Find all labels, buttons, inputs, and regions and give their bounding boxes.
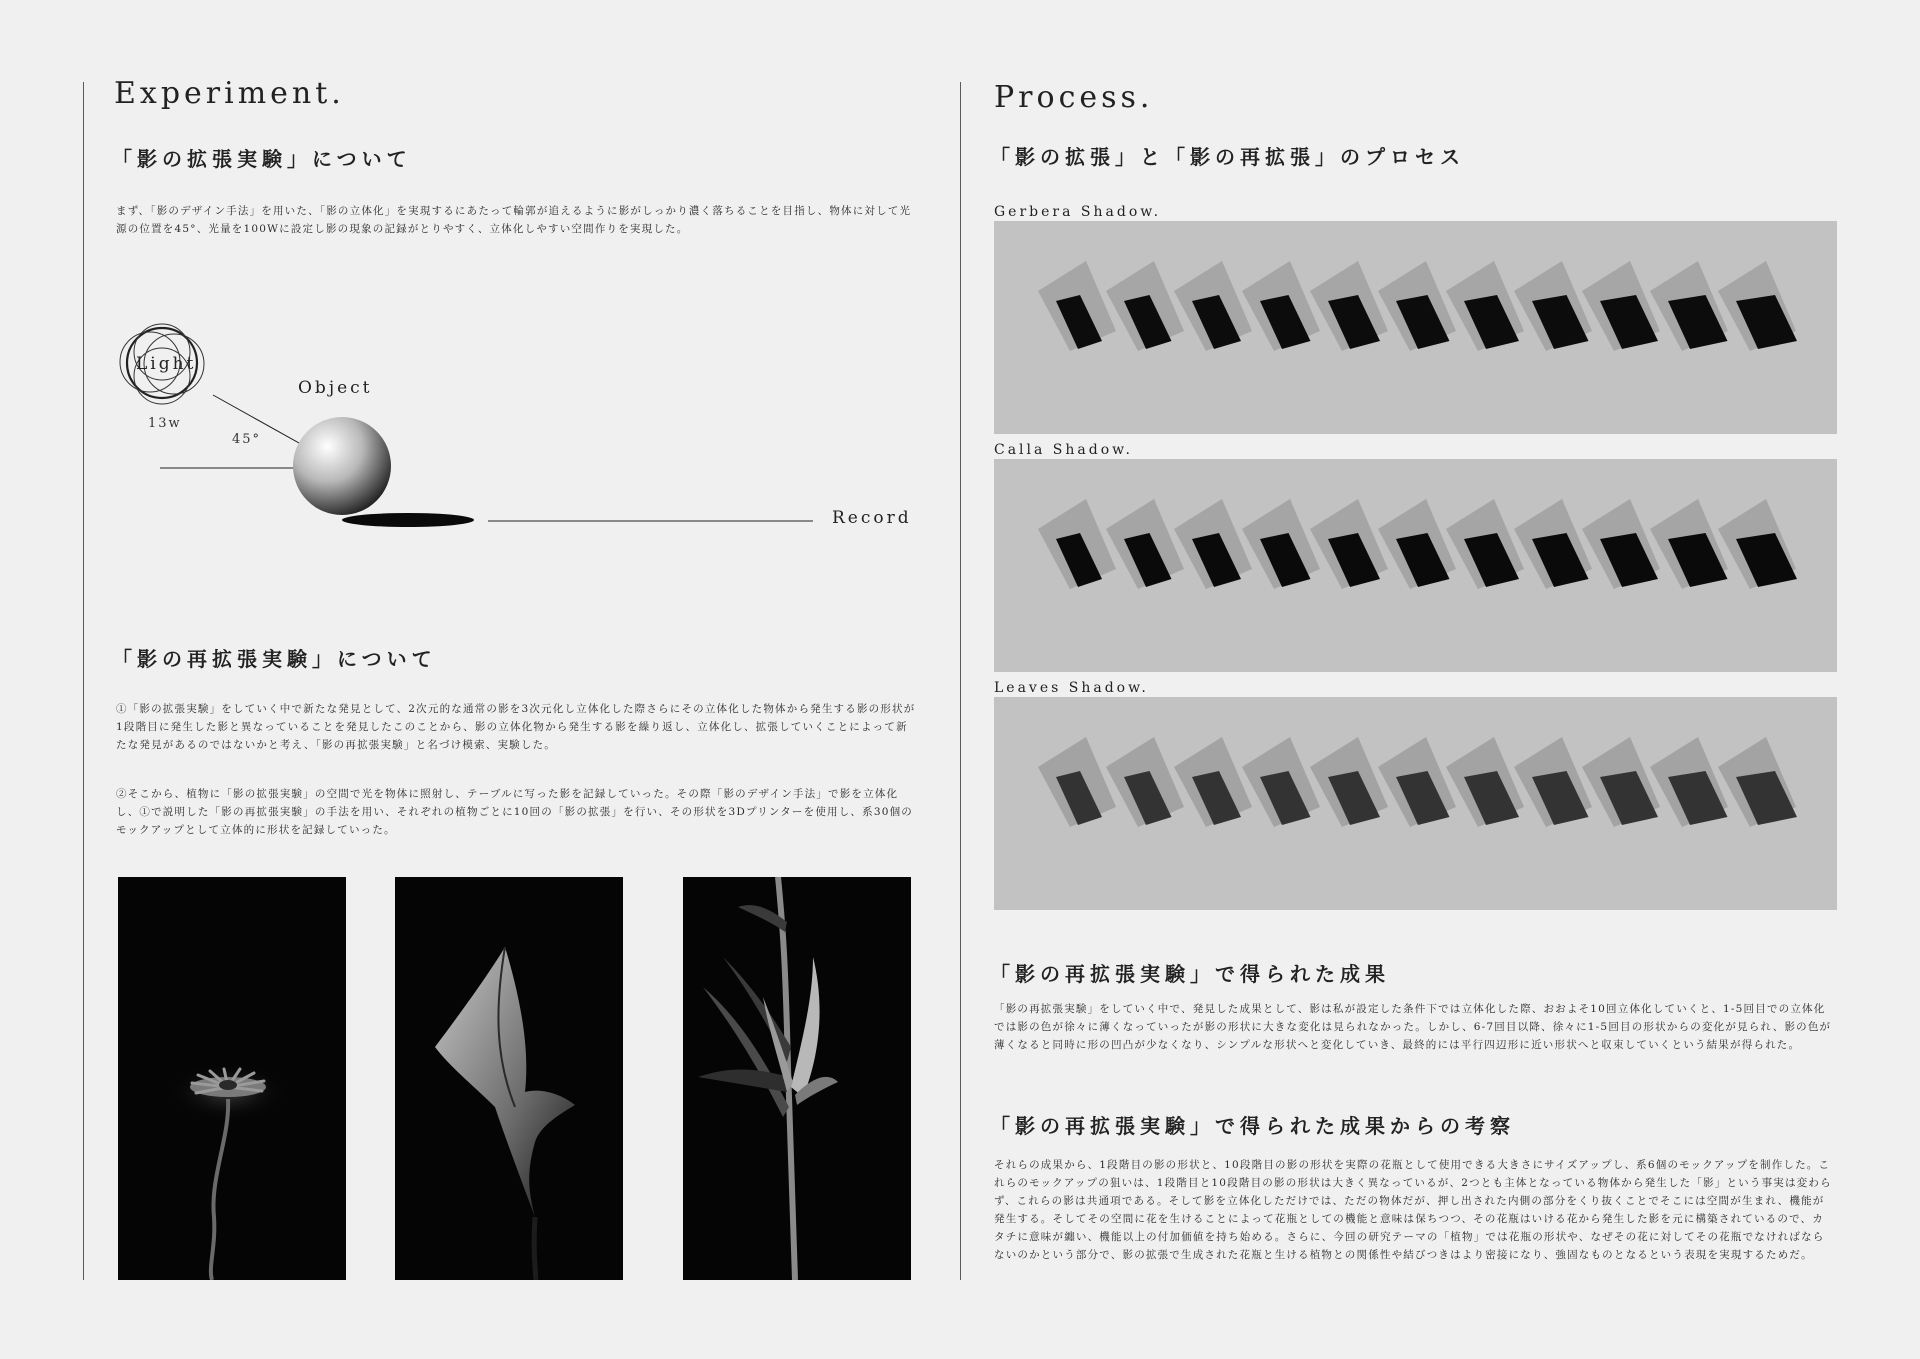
- calla-photo: [395, 877, 623, 1280]
- experiment-diagram: [110, 310, 920, 550]
- leaves-shadow-stage-10: [1650, 737, 1728, 827]
- gerbera-shadow-stage-7: [1446, 261, 1524, 351]
- paragraph-intro: まず、「影のデザイン手法」を用いた、「影の立体化」を実現するにあたって輪郭が追えるように影がしっかり濃く落ちることを目指し、物体に対して光源の位置を45°、光量を100Wに設定し影の現象の記録がとりやすく、立体化しやすい空間作りを実現した。: [116, 205, 912, 235]
- gerbera-shadow-stage-9: [1582, 261, 1660, 351]
- gerbera-shadow-stage-10: [1650, 261, 1728, 351]
- heading-results: 「影の再拡張実験」で得られた成果: [990, 962, 1390, 986]
- experiment-title: Experiment.: [114, 76, 345, 111]
- leaves-strip-label: Leaves Shadow.: [994, 680, 1149, 696]
- paragraph-reexpansion-1: ①「影の拡張実験」をしていく中で新たな発見として、2次元的な通常の影を3次元化し立体化した際さらにその立体化した物体から発生する影の形状が1段階目に発生した影と異なっていることを発見したこのことから、影の立体化物から発生する影を繰り返し、立体化し、拡張していくことによって新たな発見があるのではないかと考え、「影の再拡張実験」と名づけ模索、実験した。: [116, 703, 916, 751]
- leaves-shadow-stage-8: [1514, 737, 1592, 827]
- gerbera-illustration: [118, 877, 346, 1280]
- leaves-shadow-stage-11: [1718, 737, 1797, 827]
- leaves-shadow-strip: [994, 697, 1837, 910]
- right-column-rule: [960, 82, 961, 1280]
- calla-shadow-stage-8: [1514, 499, 1592, 589]
- gerbera-shadow-stage-2: [1106, 261, 1184, 351]
- light-label: Light: [136, 354, 197, 374]
- leaves-shadow-stage-1: [1038, 737, 1116, 827]
- calla-shadow-stage-3: [1174, 499, 1252, 589]
- calla-shadow-stage-4: [1242, 499, 1320, 589]
- leaves-shadow-stage-5: [1310, 737, 1388, 827]
- gerbera-shadow-stage-3: [1174, 261, 1252, 351]
- leaves-shadow-stage-2: [1106, 737, 1184, 827]
- gerbera-shadow-stage-1: [1038, 261, 1116, 351]
- gerbera-shadow-stage-11: [1718, 261, 1797, 351]
- gerbera-shadow-stage-6: [1378, 261, 1456, 351]
- leaves-shadow-stage-6: [1378, 737, 1456, 827]
- leaves-shadow-sequence: [994, 697, 1837, 910]
- process-title: Process.: [994, 80, 1154, 115]
- calla-shadow-sequence: [994, 459, 1837, 672]
- gerbera-shadow-strip: [994, 221, 1837, 434]
- paragraph-discussion: それらの成果から、1段階目の影の形状と、10段階目の影の形状を実際の花瓶として使用できる大きさにサイズアップし、系6個のモックアップを制作した。これらのモックアップの狙いは、1段階目と10段階目の影の形状は大きく異なっているが、2つとも主体となっている物体から発生した「影」という事実は変わらず、これらの影は共通項である。そして影を立体化しただけでは、ただの物体だが、押し出された内側の部分をくり抜くことでそこには空間が生まれ、機能が発生する。そしてその空間に花を生けることによって花瓶としての機能と意味は保ちつつ、その花瓶はいける花から発生した影を元に構築されているので、カタチに意味が纏い、機能以上の付加価値を持ち始める。さらに、今回の研究テーマの「植物」では花瓶の形状や、なぜその花に対してその花瓶でなければならないのかという部分で、影の拡張で生成された花瓶と生ける植物との関係性や結びつきはより密接になり、強固なものとなるという表現を実現するためだ。: [994, 1159, 1832, 1261]
- paragraph-results: 「影の再拡張実験」をしていく中で、発見した成果として、影は私が設定した条件下では立体化した際、おおよそ10回立体化していくと、1-5回目での立体化では影の色が徐々に薄くなっていったが影の形状に大きな変化は見られなかった。しかし、6-7回目以降、徐々に1-5回目の形状からの変化が見られ、影の色が薄くなると同時に形の凹凸が少なくなり、シンプルな形状へと変化していき、最終的には平行四辺形に近い形状へと収束していくという結果が得られた。: [994, 1003, 1832, 1051]
- calla-illustration: [395, 877, 623, 1280]
- gerbera-strip-label: Gerbera Shadow.: [994, 204, 1162, 220]
- heading-discussion: 「影の再拡張実験」で得られた成果からの考察: [990, 1114, 1515, 1138]
- leaves-shadow-stage-7: [1446, 737, 1524, 827]
- record-label: Record: [832, 508, 912, 528]
- calla-shadow-stage-2: [1106, 499, 1184, 589]
- lily-illustration: [683, 877, 911, 1280]
- gerbera-shadow-sequence: [994, 221, 1837, 434]
- diagram-drawing: [110, 310, 920, 550]
- heading-shadow-reexpansion: 「影の再拡張実験」について: [112, 647, 437, 671]
- calla-shadow-stage-1: [1038, 499, 1116, 589]
- object-label: Object: [298, 378, 373, 398]
- calla-shadow-stage-9: [1582, 499, 1660, 589]
- object-sphere: [293, 417, 391, 515]
- gerbera-shadow-stage-4: [1242, 261, 1320, 351]
- left-column-rule: [83, 82, 84, 1280]
- paragraph-reexpansion-2: ②そこから、植物に「影の拡張実験」の空間で光を物体に照射し、テーブルに写った影を記録していった。その際「影のデザイン手法」で影を立体化し、①で説明した「影の再拡張実験」の手法を用い、それぞれの植物ごとに10回の「影の拡張」を行い、その形状を3Dプリンターを使用し、系30個のモックアップとして立体的に形状を記録していった。: [116, 788, 913, 836]
- calla-shadow-stage-11: [1718, 499, 1797, 589]
- calla-shadow-strip: [994, 459, 1837, 672]
- calla-shadow-stage-6: [1378, 499, 1456, 589]
- gerbera-photo: [118, 877, 346, 1280]
- heading-shadow-expansion: 「影の拡張実験」について: [112, 147, 412, 171]
- calla-strip-label: Calla Shadow.: [994, 442, 1133, 458]
- calla-shadow-stage-10: [1650, 499, 1728, 589]
- heading-process: 「影の拡張」と「影の再拡張」のプロセス: [990, 145, 1465, 169]
- calla-shadow-stage-5: [1310, 499, 1388, 589]
- wattage-label: 13w: [148, 416, 182, 431]
- object-shadow: [342, 513, 474, 527]
- leaves-shadow-stage-3: [1174, 737, 1252, 827]
- lily-photo: [683, 877, 911, 1280]
- leaves-shadow-stage-4: [1242, 737, 1320, 827]
- gerbera-shadow-stage-5: [1310, 261, 1388, 351]
- leaves-shadow-stage-9: [1582, 737, 1660, 827]
- angle-label: 45°: [232, 432, 262, 447]
- calla-shadow-stage-7: [1446, 499, 1524, 589]
- gerbera-shadow-stage-8: [1514, 261, 1592, 351]
